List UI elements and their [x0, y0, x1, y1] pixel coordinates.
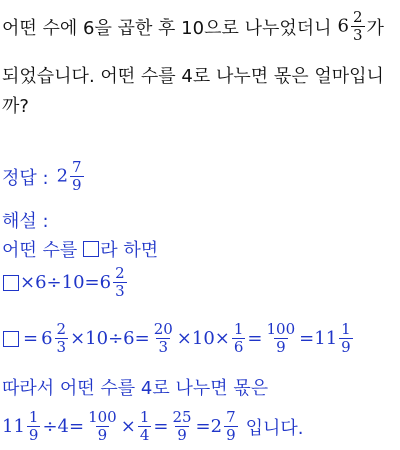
question-text: 어떤 수에 6을 곱한 후 10으로 나누었더니: [2, 17, 332, 39]
question-line-1: 어떤 수에 6을 곱한 후 10으로 나누었더니 6 $\frac{2}{3}$ 가: [2, 8, 384, 44]
explanation-line-4: 따라서 어떤 수를 4로 나누면 몫은: [2, 378, 269, 399]
explanation-heading: 해설 :: [2, 211, 49, 232]
answer-label: 정답 :: [2, 167, 49, 189]
answer-value: 2 $\frac{7}{9}$: [56, 158, 82, 194]
question-line-2: 되었습니다. 어떤 수를 4로 나누면 몫은 얼마입니: [2, 66, 384, 87]
unknown-box-icon: [83, 241, 99, 257]
question-line-3: 까?: [2, 96, 29, 117]
unknown-box-icon: [3, 275, 19, 291]
equation-1: ×6÷10= 6 $\frac{2}{3}$: [2, 266, 129, 299]
mixed-number: 6 $\frac{2}{3}$: [337, 8, 363, 44]
answer-line: [2, 160, 86, 193]
equation-3: 11 $\frac{1}{9}$ ÷4= $\frac{100}{9}$ × $\frac{1}{4}$ = $\frac{25}{9}$ = 2 $\frac{7}{9}$ 입니다.: [2, 408, 304, 444]
explanation-line-1: 어떤 수를 라 하면: [2, 240, 159, 261]
equation-2: = 6 $\frac{2}{3}$ ×10÷6= $\frac{20}{3}$ ×10× $\frac{1}{6}$ = $\frac{100}{9}$ = 11 $\frac{1}{9}$: [2, 322, 355, 355]
unknown-box-icon: [3, 331, 19, 347]
